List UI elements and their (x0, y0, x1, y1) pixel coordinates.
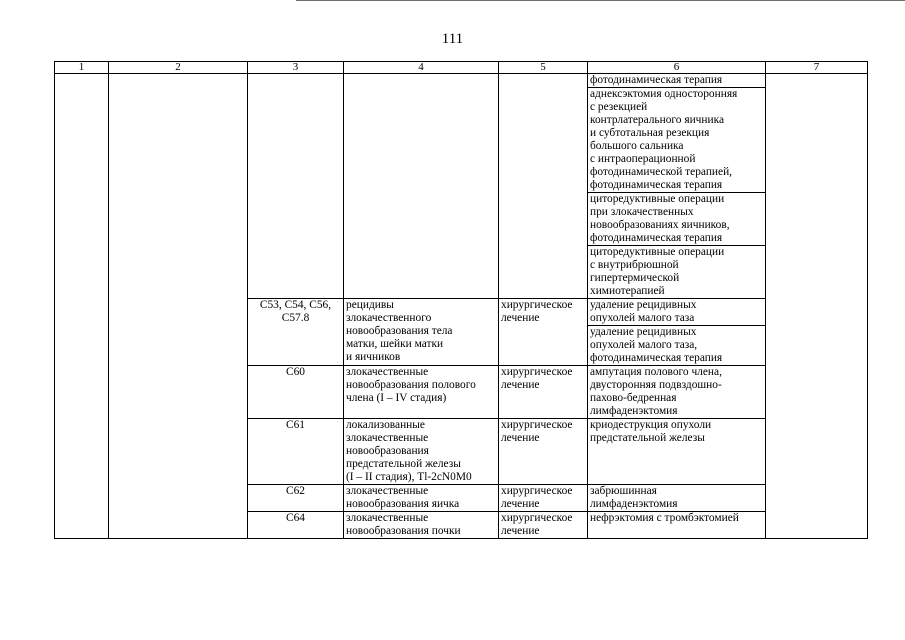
method-cell: удаление рецидивных опухолей малого таза (588, 299, 766, 326)
page-number: 111 (441, 31, 464, 47)
treatment-type-cell (499, 74, 588, 299)
column-number: 6 (588, 62, 766, 74)
icd-code-cell: C62 (248, 485, 344, 512)
method-cell: ампутация полового члена, двусторонняя подвздошно- пахово-бедренная лимфаденэктомия (588, 366, 766, 419)
diagnosis-cell (344, 74, 499, 299)
treatment-type-cell: хирургическое лечение (499, 485, 588, 512)
icd-code-cell: C53, C54, C56, C57.8 (248, 299, 344, 366)
top-rule (296, 0, 905, 1)
method-cell: фотодинамическая терапия (588, 74, 766, 88)
diagnosis-cell: злокачественные новообразования полового члена (I – IV стадия) (344, 366, 499, 419)
method-cell: аднексэктомия односторонняя с резекцией контрлатерального яичника и субтотальная резекция большого сальника с интраоперационной фотодинамической терапией, фотодинамическая терапия (588, 88, 766, 193)
column-number: 3 (248, 62, 344, 74)
column-number: 5 (499, 62, 588, 74)
table-row (55, 74, 868, 88)
medical-procedures-table (54, 61, 868, 539)
method-cell: криодеструкция опухоли предстательной железы (588, 419, 766, 485)
method-cell: забрюшинная лимфаденэктомия (588, 485, 766, 512)
icd-code-cell (248, 74, 344, 299)
treatment-type-cell: хирургическое лечение (499, 366, 588, 419)
treatment-type-cell: хирургическое лечение (499, 512, 588, 539)
column-number: 2 (109, 62, 248, 74)
method-cell: нефрэктомия с тромбэктомией (588, 512, 766, 539)
column-number-row (55, 62, 868, 74)
diagnosis-cell: рецидивы злокачественного новообразования тела матки, шейки матки и яичников (344, 299, 499, 366)
icd-code-cell: C60 (248, 366, 344, 419)
table-body (55, 74, 868, 539)
diagnosis-cell: злокачественные новообразования яичка (344, 485, 499, 512)
col2-cell (109, 74, 248, 539)
treatment-type-cell: хирургическое лечение (499, 419, 588, 485)
diagnosis-cell: злокачественные новообразования почки (344, 512, 499, 539)
col7-cell (766, 74, 868, 539)
column-number: 1 (55, 62, 109, 74)
column-number: 4 (344, 62, 499, 74)
method-cell: удаление рецидивных опухолей малого таза, фотодинамическая терапия (588, 326, 766, 366)
method-cell: циторедуктивные операции при злокачественных новообразованиях яичников, фотодинамическая терапия (588, 193, 766, 246)
method-cell: циторедуктивные операции с внутрибрюшной гипертермической химиотерапией (588, 246, 766, 299)
diagnosis-cell: локализованные злокачественные новообразования предстательной железы (I – II стадия), Tl-2cN0M0 (344, 419, 499, 485)
col1-cell (55, 74, 109, 539)
icd-code-cell: C64 (248, 512, 344, 539)
column-number: 7 (766, 62, 868, 74)
treatment-type-cell: хирургическое лечение (499, 299, 588, 366)
icd-code-cell: C61 (248, 419, 344, 485)
